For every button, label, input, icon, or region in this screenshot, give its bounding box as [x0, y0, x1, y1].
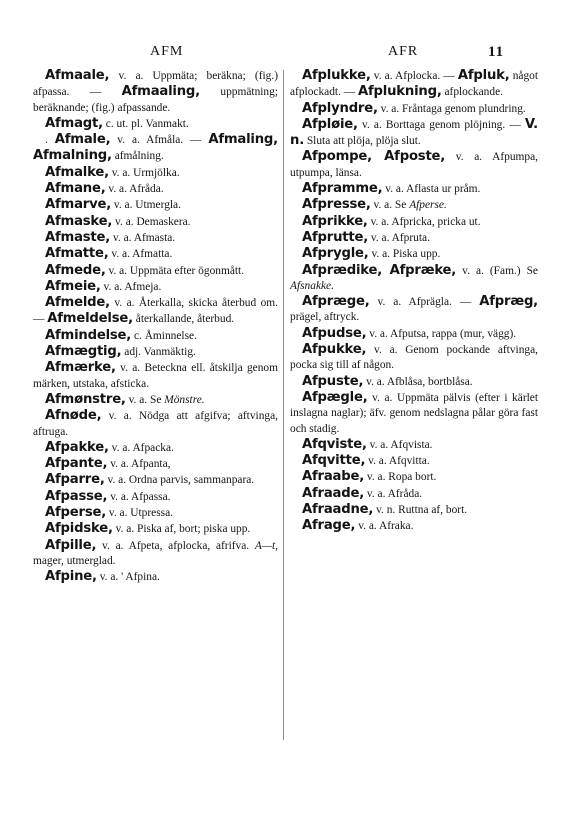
entry-definition: v. a. Piska upp.	[368, 248, 441, 261]
header-right-guide-word: AFR	[388, 44, 419, 59]
entry-definition: v. a. Afqvitta.	[365, 455, 430, 468]
entry-headword: Afmelde,	[45, 295, 110, 311]
entry-headword: Afpine,	[45, 569, 97, 585]
entry-headword: Afplukning,	[358, 84, 442, 100]
entry-headword: Afpakke,	[45, 439, 109, 455]
entry-definition: adj. Vanmäktig.	[121, 346, 196, 359]
entry-definition: v. a. Afpeta, afplocka, afrifva.	[96, 539, 255, 552]
entry-headword: Afpompe, Afposte,	[302, 149, 446, 165]
dictionary-entry	[290, 101, 538, 117]
entry-definition: v. a. Ordna parvis, sammanpara.	[104, 474, 255, 487]
dictionary-entry	[33, 408, 278, 440]
entry-definition: v. a. Ropa bort.	[364, 471, 437, 484]
entry-headword: Afmaste,	[45, 229, 111, 245]
dictionary-entry	[33, 214, 278, 230]
entry-definition: v. a. Piska af, bort; piska upp.	[112, 523, 251, 536]
entry-headword: Afpuste,	[302, 373, 364, 389]
dictionary-entry	[290, 486, 538, 502]
entry-definition: återkallande, återbud.	[132, 313, 235, 326]
dictionary-entry	[290, 469, 538, 485]
dictionary-entry	[290, 117, 538, 150]
entry-headword: Afraade,	[302, 485, 365, 501]
dictionary-entry	[290, 453, 538, 469]
entry-definition: v. a. Se	[370, 199, 410, 212]
entry-headword: Afmatte,	[45, 246, 109, 262]
entry-headword: Afpudse,	[302, 325, 367, 341]
entry-definition: v. a. Genom pockande aftvinga, pocka sig till af någon.	[290, 344, 538, 372]
entry-headword: Afpasse,	[45, 488, 108, 504]
dictionary-entry	[290, 197, 538, 213]
entry-definition: v. a. Afblåsa, bortblåsa.	[363, 375, 473, 388]
dictionary-entry	[33, 132, 278, 165]
entry-headword: Afmindelse,	[45, 327, 132, 343]
entry-definition: v. a. Borttaga genom plöjning. —	[357, 118, 525, 131]
entry-headword: Afmarve,	[45, 197, 112, 213]
dictionary-entry	[290, 390, 538, 437]
entry-headword: Afpidske,	[45, 521, 113, 537]
dictionary-entry	[33, 456, 278, 472]
entry-headword: Afmalke,	[45, 164, 109, 180]
entry-definition: mager, utmerglad.	[33, 554, 116, 567]
entry-definition: afplockande.	[441, 86, 503, 99]
entry-headword: V. n.	[290, 116, 538, 149]
entry-definition: v. a. Uppmäta efter ögonmått.	[105, 264, 245, 277]
entry-headword: Afpramme,	[302, 181, 383, 197]
entry-headword: Afmægtig,	[45, 344, 122, 360]
running-header	[0, 44, 576, 64]
dictionary-entry	[290, 68, 538, 101]
dictionary-entry	[33, 440, 278, 456]
right-column	[290, 68, 538, 535]
entry-definition: v. a. ' Afpina.	[96, 571, 160, 584]
entry-definition: v. a. Afmåla. —	[110, 134, 209, 147]
entry-definition: v. a. Afråda.	[364, 487, 423, 500]
entry-definition: c. ut. pl. Vanmakt.	[102, 117, 189, 130]
dictionary-entry	[290, 326, 538, 342]
dictionary-entry	[290, 342, 538, 374]
entry-headword: Afprutte,	[302, 229, 369, 245]
dictionary-entry	[33, 230, 278, 246]
dictionary-entry	[33, 344, 278, 360]
entry-definition: v. a. Urmjölka.	[108, 166, 180, 179]
entry-headword: Afmeie,	[45, 278, 101, 294]
dictionary-entry	[33, 521, 278, 537]
entry-headword: Afmeldelse,	[47, 311, 133, 327]
entry-headword: Afpræge,	[302, 294, 370, 310]
entry-definition: v. a. Afplocka. —	[370, 70, 458, 82]
dictionary-entry	[33, 392, 278, 408]
entry-headword: Afraadne,	[302, 502, 374, 518]
entry-headword: Afraabe,	[302, 469, 365, 485]
entry-definition: v. a. Utmergla.	[111, 199, 181, 212]
entry-headword: Afplyndre,	[302, 100, 378, 116]
entry-headword: Afpægle,	[302, 389, 368, 405]
dictionary-entry	[33, 246, 278, 262]
entry-headword: Afpante,	[45, 456, 108, 472]
entry-headword: Afpresse,	[302, 197, 371, 213]
entry-headword: Afmane,	[45, 181, 106, 197]
entry-definition: v. a. Se	[125, 393, 165, 406]
dictionary-entry	[290, 263, 538, 295]
entry-headword: Afplukke,	[302, 68, 371, 83]
dictionary-entry	[290, 246, 538, 262]
entry-headword: Afpræg,	[479, 294, 538, 310]
entry-definition: v. a. Afpumpa, utpumpa, länsa.	[290, 151, 538, 179]
entry-definition: uppmätning; beräknande; (fig.) afpassande.	[33, 86, 278, 114]
entry-headword: Afmaling, Afmalning,	[33, 132, 278, 164]
dictionary-entry	[290, 518, 538, 534]
entry-definition: v. a. Afmeja.	[100, 280, 162, 293]
entry-headword: Afpille,	[45, 537, 97, 553]
entry-definition: v. a. Uppmäta; beräkna; (fig.) afpassa. —	[33, 70, 278, 99]
entry-definition: .	[45, 134, 55, 147]
entry-definition: v. a. Fråntaga genom plundring.	[377, 102, 526, 115]
header-left-guide-word: AFM	[150, 44, 184, 59]
dictionary-entry	[290, 437, 538, 453]
entry-definition: v. a. Nödga att afgifva; aftvinga, aftruga.	[33, 410, 278, 438]
entry-definition: v. a. Afputsa, rappa (mur, vägg).	[366, 327, 517, 340]
entry-headword: Afmale,	[54, 132, 111, 148]
entry-definition: Sluta att plöja, plöja slut.	[304, 135, 421, 148]
dictionary-entry	[33, 68, 278, 116]
entry-definition: v. a. Uppmäta pälvis (efter i kärlet inslagna naglar); äfv. genom nedslagna pålar göra fast och stadig.	[290, 391, 538, 435]
left-column	[33, 68, 278, 586]
entry-definition: v. a. Aflasta ur pråm.	[382, 183, 481, 196]
entry-headword: Afmede,	[45, 262, 106, 278]
entry-definition: v. n. Ruttna af, bort.	[373, 504, 468, 517]
dictionary-entry	[290, 502, 538, 518]
entry-definition: v. a. Utpressa.	[106, 507, 173, 520]
entry-headword: Afmagt,	[45, 115, 103, 131]
dictionary-entry	[33, 505, 278, 521]
entry-headword: Afparre,	[45, 472, 105, 488]
entry-definition: v. a. Afpacka.	[108, 441, 174, 454]
entry-definition: v. a. Afpassa.	[107, 490, 171, 503]
entry-headword: Afmaaling,	[121, 84, 200, 100]
entry-headword: Afqviste,	[302, 436, 367, 452]
dictionary-entry	[33, 328, 278, 344]
entry-definition: v. a. Afpruta.	[368, 231, 430, 244]
dictionary-entry	[33, 569, 278, 585]
entry-cross-reference: Afperse.	[409, 199, 447, 212]
entry-definition: v. a. Afmasta.	[110, 231, 176, 244]
entry-headword: Afpluk,	[457, 68, 510, 83]
entry-definition: v. a. (Fam.) Se	[456, 264, 538, 277]
dictionary-entry	[290, 374, 538, 390]
entry-definition: något afplockadt. —	[290, 70, 538, 99]
entry-definition: v. a. Beteckna ell. åtskilja genom märken, utstaka, afsticka.	[33, 362, 278, 390]
entry-headword: Afnøde,	[45, 408, 102, 424]
dictionary-entry	[33, 472, 278, 488]
entry-headword: Afmærke,	[45, 360, 116, 376]
entry-headword: Afmaale,	[45, 68, 110, 83]
dictionary-entry	[33, 263, 278, 279]
dictionary-entry	[33, 165, 278, 181]
dictionary-entry	[33, 489, 278, 505]
dictionary-entry	[290, 149, 538, 181]
entry-definition: afmålning.	[111, 150, 164, 163]
entry-headword: Afperse,	[45, 505, 107, 521]
entry-definition: v. a. Afpricka, pricka ut.	[367, 215, 481, 228]
dictionary-entry	[33, 279, 278, 295]
entry-headword: Afprygle,	[302, 246, 369, 262]
page-number: 11	[488, 44, 505, 60]
entry-definition: v. a. Afmatta.	[108, 248, 173, 261]
entry-cross-reference: Mönstre.	[164, 393, 205, 406]
entry-definition: v. a. Återkalla, skicka återbud om. —	[33, 297, 278, 326]
column-divider	[283, 70, 284, 740]
entry-cross-reference: A—t,	[254, 539, 278, 552]
entry-headword: Afprædike, Afpræke,	[302, 262, 457, 278]
entry-headword: Afpukke,	[302, 342, 367, 358]
dictionary-entry	[33, 116, 278, 132]
entry-headword: Afqvitte,	[302, 453, 366, 469]
dictionary-entry	[290, 214, 538, 230]
dictionary-entry	[33, 295, 278, 328]
entry-definition: v. a. Afråda.	[105, 183, 164, 196]
entry-definition: v. a. Afraka.	[355, 520, 414, 533]
entry-headword: Afpløie,	[302, 116, 358, 132]
entry-headword: Afprikke,	[302, 213, 368, 229]
entry-definition: v. a. Afpanta,	[107, 458, 171, 471]
entry-headword: Afrage,	[302, 518, 356, 534]
dictionary-entry	[33, 538, 278, 570]
dictionary-entry	[290, 294, 538, 326]
dictionary-entry	[33, 360, 278, 392]
entry-definition: c. Åminnelse.	[131, 329, 197, 342]
dictionary-entry	[33, 197, 278, 213]
entry-definition: prägel, aftryck.	[290, 311, 360, 324]
dictionary-entry	[290, 230, 538, 246]
entry-cross-reference: Afsnakke.	[290, 279, 334, 292]
entry-definition: v. a. Afqvista.	[366, 438, 433, 451]
entry-definition: v. a. Afprägla. —	[369, 296, 480, 309]
entry-headword: Afmønstre,	[45, 391, 126, 407]
entry-headword: Afmaske,	[45, 213, 113, 229]
dictionary-entry	[33, 181, 278, 197]
dictionary-entry	[290, 181, 538, 197]
entry-definition: v. a. Demaskera.	[112, 215, 191, 228]
